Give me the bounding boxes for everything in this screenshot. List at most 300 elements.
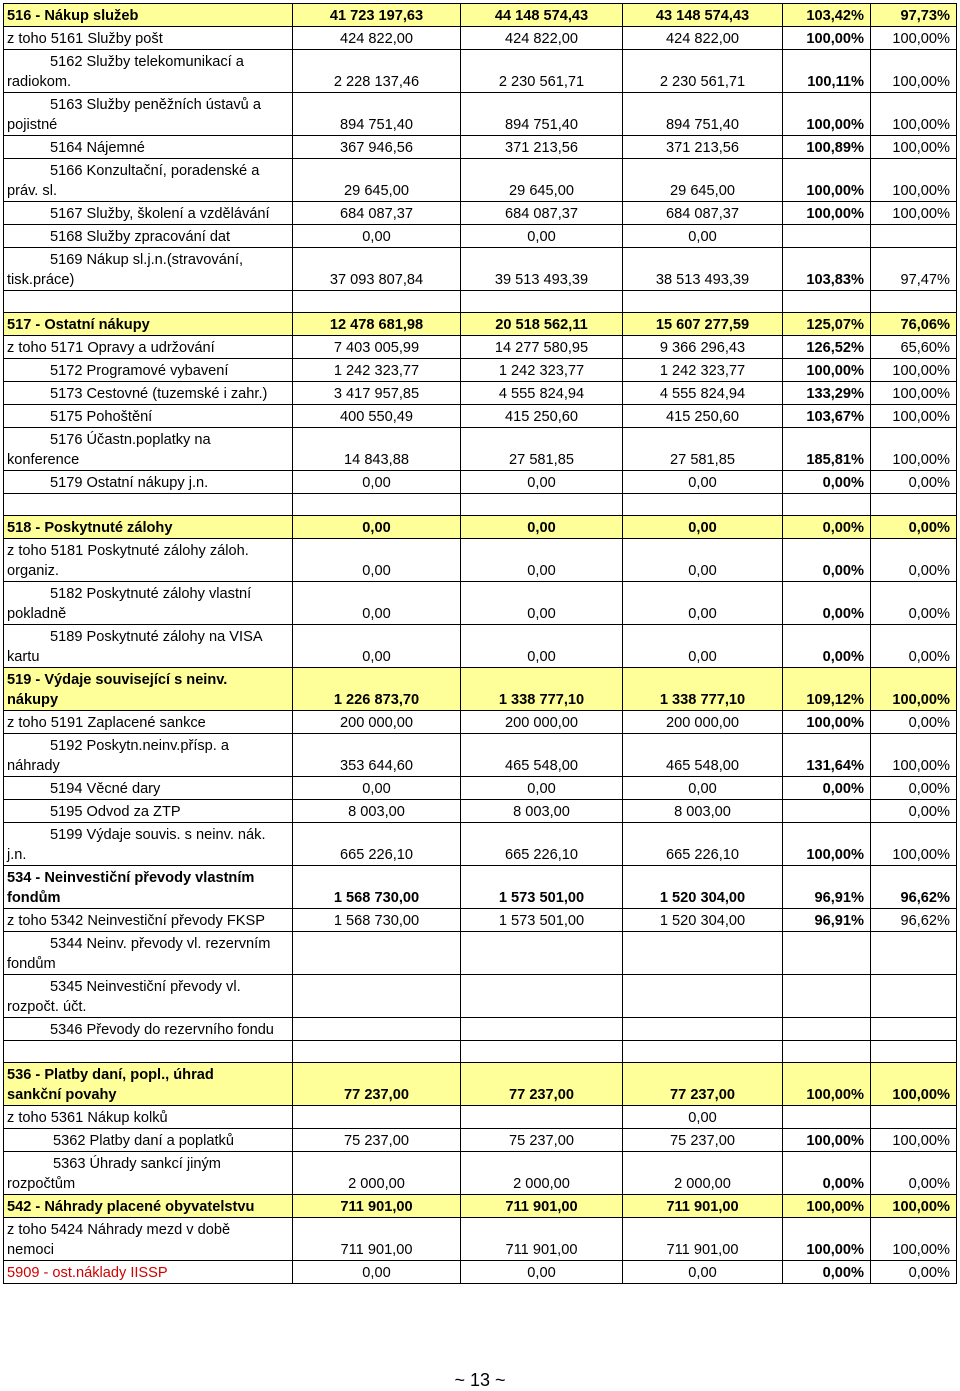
empty-cell: [623, 494, 783, 516]
table-row: [4, 582, 957, 625]
value-cell-3: 1 338 777,10: [623, 668, 783, 711]
row-label-line1: z toho 5342 Neinvestiční převody FKSP: [7, 913, 265, 929]
section-header-row: [4, 516, 957, 539]
row-label: [4, 734, 293, 777]
value-cell-2: [461, 1018, 623, 1041]
percent-cell-2: 100,00%: [871, 382, 957, 405]
value-cell-3: 0,00: [623, 516, 783, 539]
row-label-line2: nákupy: [7, 692, 59, 708]
percent-cell-1: 0,00%: [783, 516, 871, 539]
percent-cell-2: 100,00%: [871, 202, 957, 225]
percent-cell-1: [783, 932, 871, 975]
percent-cell-1: 100,00%: [783, 1129, 871, 1152]
row-label: [4, 1261, 293, 1284]
table-row: [4, 539, 957, 582]
value-cell-3: 200 000,00: [623, 711, 783, 734]
row-label: [4, 159, 293, 202]
row-label: [4, 1063, 293, 1106]
value-cell-2: 0,00: [461, 225, 623, 248]
value-cell-1: 3 417 957,85: [293, 382, 461, 405]
percent-cell-2: 100,00%: [871, 1129, 957, 1152]
percent-cell-1: [783, 225, 871, 248]
percent-cell-1: 100,89%: [783, 136, 871, 159]
value-cell-3: 0,00: [623, 1261, 783, 1284]
percent-cell-1: 96,91%: [783, 866, 871, 909]
value-cell-3: 665 226,10: [623, 823, 783, 866]
row-label: [4, 668, 293, 711]
value-cell-3: 894 751,40: [623, 93, 783, 136]
section-header-row: [4, 668, 957, 711]
percent-cell-1: 131,64%: [783, 734, 871, 777]
row-label-line2: pokladně: [7, 606, 67, 622]
section-header-row: [4, 4, 957, 27]
row-label-line1: 5194 Věcné dary: [50, 781, 161, 797]
value-cell-1: 1 568 730,00: [293, 909, 461, 932]
value-cell-1: 894 751,40: [293, 93, 461, 136]
row-label-line1: z toho 5171 Opravy a udržování: [7, 340, 215, 356]
percent-cell-1: 0,00%: [783, 582, 871, 625]
row-label-line1: 534 - Neinvestiční převody vlastním: [7, 870, 255, 886]
value-cell-3: 415 250,60: [623, 405, 783, 428]
budget-table: [3, 3, 957, 1284]
value-cell-3: 0,00: [623, 777, 783, 800]
row-label-line1: 5164 Nájemné: [50, 140, 145, 156]
value-cell-2: 1 573 501,00: [461, 909, 623, 932]
row-label-line2: j.n.: [7, 847, 27, 863]
row-label-line1: z toho 5424 Náhrady mezd v době: [7, 1222, 231, 1238]
value-cell-2: 0,00: [461, 471, 623, 494]
percent-cell-1: [783, 1018, 871, 1041]
value-cell-2: 1 338 777,10: [461, 668, 623, 711]
percent-cell-2: 100,00%: [871, 159, 957, 202]
row-label-line2: pojistné: [7, 117, 58, 133]
spacer-row: [4, 291, 957, 313]
value-cell-1: [293, 932, 461, 975]
row-label-line1: 5176 Účastn.poplatky na: [50, 432, 211, 448]
percent-cell-1: [783, 800, 871, 823]
percent-cell-1: 0,00%: [783, 471, 871, 494]
percent-cell-1: 96,91%: [783, 909, 871, 932]
row-label-line1: 5182 Poskytnuté zálohy vlastní: [50, 586, 252, 602]
value-cell-3: 1 520 304,00: [623, 866, 783, 909]
percent-cell-1: 0,00%: [783, 625, 871, 668]
value-cell-3: 2 230 561,71: [623, 50, 783, 93]
row-label-line1: z toho 5361 Nákup kolků: [7, 1110, 168, 1126]
percent-cell-2: 0,00%: [871, 516, 957, 539]
value-cell-2: 8 003,00: [461, 800, 623, 823]
value-cell-3: 1 520 304,00: [623, 909, 783, 932]
percent-cell-2: 0,00%: [871, 1152, 957, 1195]
percent-cell-1: 100,00%: [783, 27, 871, 50]
value-cell-1: [293, 1018, 461, 1041]
row-label-line2: kartu: [7, 649, 40, 665]
row-label-line1: z toho 5191 Zaplacené sankce: [7, 715, 206, 731]
row-label-line1: 5363 Úhrady sankcí jiným: [53, 1156, 221, 1172]
percent-cell-1: 103,67%: [783, 405, 871, 428]
row-label-line2: tisk.práce): [7, 272, 75, 288]
row-label-line1: 5173 Cestovné (tuzemské i zahr.): [50, 386, 268, 402]
value-cell-3: 2 000,00: [623, 1152, 783, 1195]
value-cell-1: 200 000,00: [293, 711, 461, 734]
percent-cell-1: 0,00%: [783, 777, 871, 800]
value-cell-2: 0,00: [461, 582, 623, 625]
value-cell-2: 0,00: [461, 516, 623, 539]
table-row: [4, 27, 957, 50]
table-row: [4, 405, 957, 428]
row-label: [4, 582, 293, 625]
value-cell-2: 1 242 323,77: [461, 359, 623, 382]
value-cell-2: 415 250,60: [461, 405, 623, 428]
percent-cell-1: 100,00%: [783, 93, 871, 136]
percent-cell-2: 100,00%: [871, 1063, 957, 1106]
value-cell-1: 711 901,00: [293, 1218, 461, 1261]
value-cell-3: 711 901,00: [623, 1195, 783, 1218]
value-cell-1: 7 403 005,99: [293, 336, 461, 359]
table-row: [4, 1129, 957, 1152]
value-cell-1: 0,00: [293, 471, 461, 494]
value-cell-1: 711 901,00: [293, 1195, 461, 1218]
row-label: [4, 248, 293, 291]
value-cell-3: 424 822,00: [623, 27, 783, 50]
row-label: [4, 313, 293, 336]
row-label: [4, 932, 293, 975]
table-row: [4, 975, 957, 1018]
table-row: [4, 1218, 957, 1261]
row-label-line1: 518 - Poskytnuté zálohy: [7, 520, 173, 536]
percent-cell-2: 0,00%: [871, 582, 957, 625]
table-row: [4, 159, 957, 202]
empty-cell: [461, 291, 623, 313]
value-cell-2: 894 751,40: [461, 93, 623, 136]
value-cell-3: 4 555 824,94: [623, 382, 783, 405]
row-label-line2: radiokom.: [7, 74, 72, 90]
percent-cell-1: 100,00%: [783, 711, 871, 734]
empty-cell: [623, 1041, 783, 1063]
value-cell-1: 29 645,00: [293, 159, 461, 202]
value-cell-2: 4 555 824,94: [461, 382, 623, 405]
value-cell-1: 0,00: [293, 777, 461, 800]
percent-cell-2: [871, 932, 957, 975]
value-cell-2: 14 277 580,95: [461, 336, 623, 359]
empty-cell: [4, 1041, 293, 1063]
value-cell-1: 41 723 197,63: [293, 4, 461, 27]
row-label: [4, 516, 293, 539]
row-label-line1: 5166 Konzultační, poradenské a: [50, 163, 260, 179]
percent-cell-1: 100,00%: [783, 823, 871, 866]
row-label-line1: 5909 - ost.náklady IISSP: [7, 1265, 168, 1281]
row-label-line2: fondům: [7, 956, 56, 972]
percent-cell-1: 185,81%: [783, 428, 871, 471]
row-label: [4, 975, 293, 1018]
row-label: [4, 909, 293, 932]
table-row: [4, 382, 957, 405]
value-cell-2: 711 901,00: [461, 1195, 623, 1218]
value-cell-2: 711 901,00: [461, 1218, 623, 1261]
value-cell-2: 371 213,56: [461, 136, 623, 159]
percent-cell-1: [783, 1106, 871, 1129]
value-cell-1: 8 003,00: [293, 800, 461, 823]
row-label-line1: 5172 Programové vybavení: [50, 363, 229, 379]
table-row: [4, 1106, 957, 1129]
row-label-line1: 5167 Služby, školení a vzdělávání: [50, 206, 270, 222]
value-cell-3: 15 607 277,59: [623, 313, 783, 336]
row-label-line1: 517 - Ostatní nákupy: [7, 317, 150, 333]
value-cell-2: [461, 932, 623, 975]
row-label: [4, 1018, 293, 1041]
row-label: [4, 1152, 293, 1195]
table-row: [4, 471, 957, 494]
percent-cell-2: 100,00%: [871, 1195, 957, 1218]
percent-cell-2: 0,00%: [871, 800, 957, 823]
empty-cell: [4, 494, 293, 516]
value-cell-1: 2 000,00: [293, 1152, 461, 1195]
row-label-line2: rozpočtům: [7, 1176, 76, 1192]
empty-cell: [783, 1041, 871, 1063]
row-label-line1: 5362 Platby daní a poplatků: [53, 1133, 234, 1149]
value-cell-2: 465 548,00: [461, 734, 623, 777]
value-cell-1: [293, 1106, 461, 1129]
table-row: [4, 202, 957, 225]
empty-cell: [623, 291, 783, 313]
row-label: [4, 625, 293, 668]
row-label: [4, 336, 293, 359]
percent-cell-2: 100,00%: [871, 1218, 957, 1261]
value-cell-1: 2 228 137,46: [293, 50, 461, 93]
percent-cell-1: 100,11%: [783, 50, 871, 93]
row-label-line1: 5192 Poskytn.neinv.přísp. a: [50, 738, 230, 754]
row-label: [4, 823, 293, 866]
percent-cell-1: 126,52%: [783, 336, 871, 359]
row-label-line2: sankční povahy: [7, 1087, 117, 1103]
empty-cell: [293, 1041, 461, 1063]
spacer-row: [4, 494, 957, 516]
value-cell-1: 0,00: [293, 625, 461, 668]
empty-cell: [783, 291, 871, 313]
value-cell-1: [293, 975, 461, 1018]
value-cell-3: [623, 975, 783, 1018]
value-cell-3: 0,00: [623, 582, 783, 625]
row-label: [4, 428, 293, 471]
table-row: [4, 777, 957, 800]
percent-cell-2: [871, 1106, 957, 1129]
table-row: [4, 823, 957, 866]
percent-cell-2: [871, 1018, 957, 1041]
percent-cell-2: 100,00%: [871, 405, 957, 428]
table-row: [4, 932, 957, 975]
value-cell-3: 371 213,56: [623, 136, 783, 159]
empty-cell: [461, 494, 623, 516]
empty-cell: [871, 291, 957, 313]
row-label-line2: rozpočt. účt.: [7, 999, 87, 1015]
percent-cell-1: 100,00%: [783, 159, 871, 202]
value-cell-2: 75 237,00: [461, 1129, 623, 1152]
row-label-line1: 5163 Služby peněžních ústavů a: [50, 97, 261, 113]
row-label-line1: 519 - Výdaje související s neinv.: [7, 672, 228, 688]
percent-cell-2: 0,00%: [871, 471, 957, 494]
row-label-line1: 5175 Pohoštění: [50, 409, 153, 425]
row-label: [4, 1195, 293, 1218]
row-label: [4, 382, 293, 405]
value-cell-1: 1 226 873,70: [293, 668, 461, 711]
row-label-line1: 5195 Odvod za ZTP: [50, 804, 181, 820]
row-label: [4, 1106, 293, 1129]
percent-cell-1: 133,29%: [783, 382, 871, 405]
value-cell-1: 400 550,49: [293, 405, 461, 428]
row-label-line1: 516 - Nákup služeb: [7, 8, 139, 24]
row-label: [4, 50, 293, 93]
value-cell-3: 465 548,00: [623, 734, 783, 777]
value-cell-2: 424 822,00: [461, 27, 623, 50]
percent-cell-1: 100,00%: [783, 1063, 871, 1106]
table-row: [4, 136, 957, 159]
value-cell-2: 44 148 574,43: [461, 4, 623, 27]
value-cell-3: 38 513 493,39: [623, 248, 783, 291]
value-cell-3: 43 148 574,43: [623, 4, 783, 27]
value-cell-3: 0,00: [623, 471, 783, 494]
percent-cell-1: 109,12%: [783, 668, 871, 711]
percent-cell-1: [783, 975, 871, 1018]
empty-cell: [871, 1041, 957, 1063]
percent-cell-2: 100,00%: [871, 428, 957, 471]
row-label: [4, 136, 293, 159]
value-cell-2: 1 573 501,00: [461, 866, 623, 909]
percent-cell-2: 100,00%: [871, 668, 957, 711]
row-label: [4, 800, 293, 823]
value-cell-3: 0,00: [623, 539, 783, 582]
row-label: [4, 4, 293, 27]
value-cell-1: 367 946,56: [293, 136, 461, 159]
row-label-line1: 5189 Poskytnuté zálohy na VISA: [50, 629, 263, 645]
percent-cell-2: 96,62%: [871, 909, 957, 932]
empty-cell: [293, 291, 461, 313]
table-row: [4, 1261, 957, 1284]
value-cell-1: 0,00: [293, 516, 461, 539]
table-row: [4, 225, 957, 248]
table-row: [4, 248, 957, 291]
percent-cell-1: 100,00%: [783, 359, 871, 382]
row-label-line1: 5346 Převody do rezervního fondu: [50, 1022, 274, 1038]
value-cell-2: 20 518 562,11: [461, 313, 623, 336]
percent-cell-1: 0,00%: [783, 1152, 871, 1195]
value-cell-3: 29 645,00: [623, 159, 783, 202]
percent-cell-1: 100,00%: [783, 1195, 871, 1218]
value-cell-3: 9 366 296,43: [623, 336, 783, 359]
value-cell-3: 0,00: [623, 225, 783, 248]
percent-cell-2: 65,60%: [871, 336, 957, 359]
row-label: [4, 1129, 293, 1152]
value-cell-1: 0,00: [293, 539, 461, 582]
row-label: [4, 711, 293, 734]
row-label-line2: náhrady: [7, 758, 60, 774]
table-row: [4, 336, 957, 359]
value-cell-1: 1 568 730,00: [293, 866, 461, 909]
value-cell-2: 0,00: [461, 777, 623, 800]
value-cell-1: 12 478 681,98: [293, 313, 461, 336]
row-label-line1: 5179 Ostatní nákupy j.n.: [50, 475, 209, 491]
table-row: [4, 50, 957, 93]
percent-cell-2: 100,00%: [871, 734, 957, 777]
percent-cell-1: 0,00%: [783, 539, 871, 582]
value-cell-2: 665 226,10: [461, 823, 623, 866]
row-label-line1: 5162 Služby telekomunikací a: [50, 54, 244, 70]
value-cell-1: 0,00: [293, 225, 461, 248]
row-label-line2: práv. sl.: [7, 183, 58, 199]
percent-cell-2: 97,73%: [871, 4, 957, 27]
row-label-line1: 5199 Výdaje souvis. s neinv. nák.: [50, 827, 266, 843]
row-label-line1: 5169 Nákup sl.j.n.(stravování,: [50, 252, 244, 268]
percent-cell-2: [871, 975, 957, 1018]
page-number: ~ 13 ~: [454, 1370, 506, 1390]
row-label: [4, 225, 293, 248]
value-cell-1: 14 843,88: [293, 428, 461, 471]
value-cell-2: 39 513 493,39: [461, 248, 623, 291]
row-label: [4, 777, 293, 800]
row-label-line2: organiz.: [7, 563, 59, 579]
row-label-line1: 536 - Platby daní, popl., úhrad: [7, 1067, 214, 1083]
section-header-row: [4, 1063, 957, 1106]
percent-cell-1: 103,42%: [783, 4, 871, 27]
percent-cell-2: 0,00%: [871, 777, 957, 800]
row-label-line2: fondům: [7, 890, 61, 906]
value-cell-2: 2 000,00: [461, 1152, 623, 1195]
value-cell-2: 0,00: [461, 625, 623, 668]
value-cell-1: 37 093 807,84: [293, 248, 461, 291]
table-row: [4, 1152, 957, 1195]
percent-cell-1: 100,00%: [783, 202, 871, 225]
value-cell-1: 77 237,00: [293, 1063, 461, 1106]
value-cell-2: 0,00: [461, 1261, 623, 1284]
percent-cell-2: 100,00%: [871, 359, 957, 382]
table-row: [4, 734, 957, 777]
budget-table-body: [4, 4, 957, 1284]
row-label: [4, 359, 293, 382]
value-cell-3: [623, 1018, 783, 1041]
percent-cell-1: 125,07%: [783, 313, 871, 336]
value-cell-2: 2 230 561,71: [461, 50, 623, 93]
percent-cell-1: 100,00%: [783, 1218, 871, 1261]
row-label: [4, 471, 293, 494]
row-label: [4, 202, 293, 225]
percent-cell-2: 0,00%: [871, 711, 957, 734]
empty-cell: [461, 1041, 623, 1063]
row-label-line1: 5345 Neinvestiční převody vl.: [50, 979, 241, 995]
row-label: [4, 866, 293, 909]
value-cell-3: 77 237,00: [623, 1063, 783, 1106]
value-cell-3: [623, 932, 783, 975]
row-label-line1: z toho 5181 Poskytnuté zálohy záloh.: [7, 543, 249, 559]
value-cell-1: 353 644,60: [293, 734, 461, 777]
value-cell-2: [461, 1106, 623, 1129]
value-cell-1: 1 242 323,77: [293, 359, 461, 382]
table-row: [4, 1018, 957, 1041]
row-label: [4, 1218, 293, 1261]
table-row: [4, 909, 957, 932]
percent-cell-2: 97,47%: [871, 248, 957, 291]
section-header-row: [4, 313, 957, 336]
percent-cell-1: 103,83%: [783, 248, 871, 291]
empty-cell: [871, 494, 957, 516]
value-cell-1: 75 237,00: [293, 1129, 461, 1152]
value-cell-3: 0,00: [623, 1106, 783, 1129]
percent-cell-2: [871, 225, 957, 248]
value-cell-3: 684 087,37: [623, 202, 783, 225]
table-row: [4, 359, 957, 382]
percent-cell-2: 76,06%: [871, 313, 957, 336]
percent-cell-2: 100,00%: [871, 823, 957, 866]
table-row: [4, 93, 957, 136]
row-label-line2: nemoci: [7, 1242, 55, 1258]
row-label: [4, 93, 293, 136]
